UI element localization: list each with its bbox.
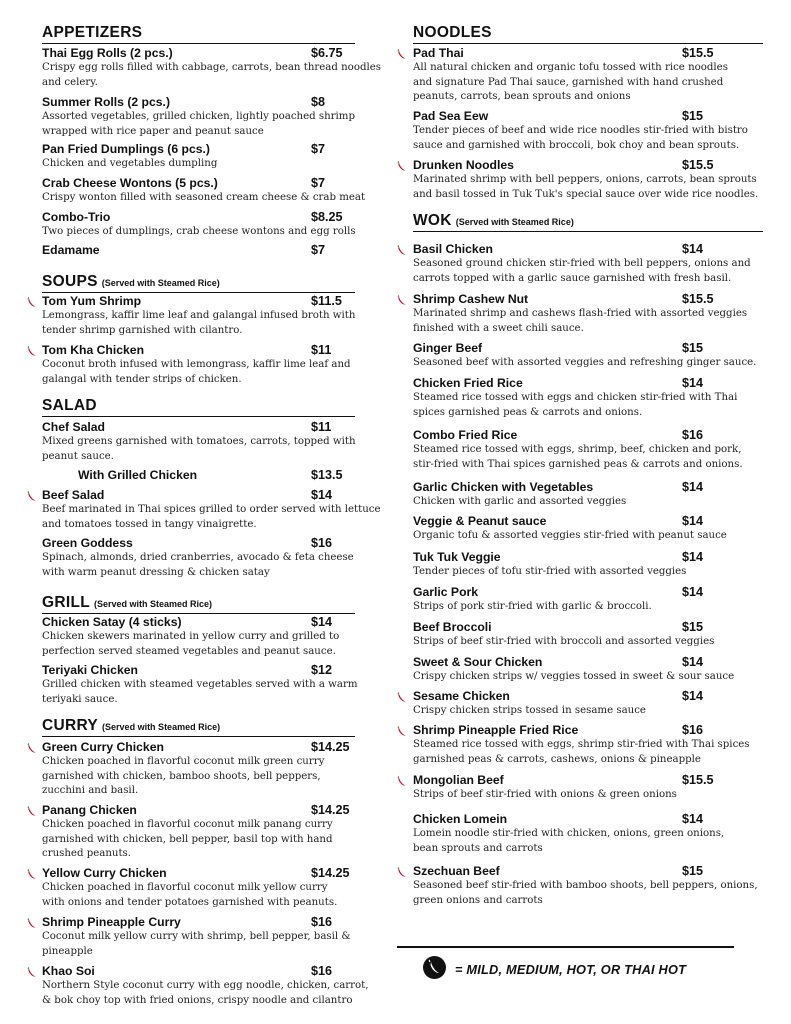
- description-line: Marinated shrimp and cashews flash-fried with assorted veggies: [413, 308, 748, 319]
- menu-item-description: [42, 881, 337, 910]
- description-line: pineapple: [42, 945, 93, 957]
- menu-item-price: $14: [682, 689, 704, 703]
- section-header: [42, 717, 355, 737]
- menu-item-price: $14: [311, 615, 333, 629]
- description-line: carrots topped with a garlic sauce garnished with fresh basil.: [413, 272, 732, 284]
- menu-item-name: Szechuan Beef: [413, 864, 500, 878]
- section-title-text: SALAD: [42, 397, 97, 414]
- description-line: Chicken and vegetables dumpling: [42, 158, 218, 169]
- menu-item-price: $16: [311, 915, 333, 929]
- menu-item-price: $14: [682, 655, 704, 669]
- menu-item-price: $15.5: [682, 292, 714, 306]
- menu-item-name: Khao Soi: [42, 964, 95, 978]
- description-line: green onions and carrots: [413, 894, 543, 906]
- description-line: Chicken poached in flavorful coconut milk yellow curry: [42, 882, 328, 893]
- menu-item-description: [42, 191, 365, 206]
- description-line: Chicken poached in flavorful coconut milk panang curry: [42, 819, 333, 830]
- menu-item-name: Panang Chicken: [42, 803, 137, 817]
- menu-item-price: $14: [682, 242, 704, 256]
- menu-item-name: Shrimp Pineapple Curry: [42, 915, 181, 929]
- section-header: [413, 24, 763, 44]
- description-line: & bok choy top with fried onions, crispy noodle and cilantro: [42, 994, 353, 1006]
- chili-pepper-icon: [27, 489, 37, 500]
- menu-item-name: Tuk Tuk Veggie: [413, 550, 501, 564]
- menu-item-name: Pan Fried Dumplings (6 pcs.): [42, 142, 210, 156]
- description-line: Steamed rice tossed with eggs and chicken stir-fried with Thai: [413, 392, 738, 403]
- chili-pepper-icon: [397, 724, 407, 735]
- menu-item-description: [413, 257, 751, 286]
- chili-pepper-icon: [27, 867, 37, 878]
- chili-pepper-icon: [27, 295, 37, 306]
- chili-pepper-icon: [423, 956, 446, 979]
- menu-item-price: $14: [682, 812, 704, 826]
- menu-item-name: Crab Cheese Wontons (5 pcs.): [42, 176, 218, 190]
- description-line: sauce and garnished with broccoli, bok choy and bean sprouts.: [413, 139, 740, 151]
- menu-item-name: Summer Rolls (2 pcs.): [42, 95, 171, 109]
- description-line: Marinated shrimp with bell peppers, onions, carrots, bean sprouts: [413, 174, 757, 185]
- description-line: and tomatoes tossed in tangy vinaigrette.: [42, 518, 257, 530]
- description-line: Strips of beef stir-fried with onions & green onions: [413, 789, 677, 800]
- menu-item-price: $8.25: [311, 210, 343, 224]
- menu-item-name: Chicken Satay (4 sticks): [42, 615, 182, 629]
- menu-item-name: Beef Salad: [42, 488, 105, 502]
- chili-pepper-icon: [27, 965, 37, 976]
- menu-item-name: Tom Kha Chicken: [42, 343, 145, 357]
- description-line: peanut sauce.: [42, 450, 114, 462]
- menu-item-description: [42, 358, 351, 387]
- description-line: peanuts, carrots, bean sprouts and onions: [413, 91, 631, 103]
- menu-item-description: [42, 551, 354, 580]
- menu-item-name: Garlic Chicken with Vegetables: [413, 480, 594, 494]
- menu-item-description: [413, 704, 646, 719]
- menu-item-price: $13.5: [311, 468, 343, 482]
- menu-item-price: $14: [682, 514, 704, 528]
- menu-item-price: $14: [682, 550, 704, 564]
- menu-item-price: $7: [311, 243, 326, 257]
- menu-item-price: $14.25: [311, 803, 350, 817]
- description-line: Grilled chicken with steamed vegetables served with a warm: [42, 679, 358, 690]
- chili-pepper-icon: [27, 916, 37, 927]
- description-line: Chicken poached in flavorful coconut milk green curry: [42, 756, 325, 767]
- description-line: Mixed greens garnished with tomatoes, carrots, topped with: [42, 436, 356, 447]
- description-line: Strips of beef stir-fried with broccoli and assorted veggies: [413, 636, 715, 647]
- chili-pepper-icon: [397, 159, 407, 170]
- chili-pepper-icon: [27, 741, 37, 752]
- menu-item-description: [413, 529, 727, 544]
- section-title: [42, 594, 212, 612]
- menu-item-description: [42, 755, 324, 799]
- section-title: [42, 717, 220, 735]
- menu-item-description: [42, 225, 356, 240]
- menu-item-price: $16: [682, 428, 704, 442]
- menu-item-description: [413, 788, 677, 803]
- menu-item-name: Sweet & Sour Chicken: [413, 655, 543, 669]
- menu-item-name: Shrimp Cashew Nut: [413, 292, 529, 306]
- menu-item-price: $6.75: [311, 46, 343, 60]
- description-line: Coconut broth infused with lemongrass, kaffir lime leaf and: [42, 359, 351, 370]
- section-header: [42, 397, 355, 417]
- menu-item-name: Chicken Fried Rice: [413, 376, 523, 390]
- description-line: garnished with chicken, bell pepper, basil top with hand: [42, 833, 333, 845]
- description-line: tender shrimp garnished with cilantro.: [42, 324, 243, 336]
- menu-item-description: [42, 818, 333, 862]
- menu-item-name: Tom Yum Shrimp: [42, 294, 142, 308]
- menu-item-name: Mongolian Beef: [413, 773, 504, 787]
- section-header: [413, 212, 763, 232]
- menu-item-price: $14: [311, 488, 333, 502]
- description-line: crushed peanuts.: [42, 848, 132, 860]
- chili-pepper-icon: [397, 47, 407, 58]
- menu-item-price: $15: [682, 341, 704, 355]
- menu-item-name: Pad Sea Eew: [413, 109, 489, 123]
- description-line: Chicken with garlic and assorted veggies: [413, 496, 627, 507]
- menu-item-name: Thai Egg Rolls (2 pcs.): [42, 46, 173, 60]
- description-line: stir-fried with Thai spices garnished peas & carrots and onions.: [413, 458, 743, 470]
- description-line: galangal with tender strips of chicken.: [42, 373, 242, 385]
- menu-item-description: [42, 157, 217, 172]
- menu-item-description: [42, 630, 339, 659]
- description-line: and celery.: [42, 76, 98, 88]
- menu-item-name: Combo Fried Rice: [413, 428, 518, 442]
- description-line: Crispy wonton filled with seasoned cream cheese & crab meat: [42, 192, 366, 203]
- menu-item-price: $11: [311, 343, 332, 357]
- menu-item-name: Basil Chicken: [413, 242, 493, 256]
- menu-item-name: Chef Salad: [42, 420, 105, 434]
- menu-item-name: Green Goddess: [42, 536, 133, 550]
- section-rule: [42, 736, 355, 737]
- section-title-text: CURRY: [42, 717, 99, 734]
- description-line: Two pieces of dumplings, crab cheese wontons and egg rolls: [42, 226, 356, 237]
- description-line: Steamed rice tossed with eggs, shrimp stir-fried with Thai spices: [413, 739, 750, 750]
- description-line: bean sprouts and carrots: [413, 842, 543, 854]
- description-line: Steamed rice tossed with eggs, shrimp, beef, chicken and pork,: [413, 444, 742, 455]
- description-line: All natural chicken and organic tofu tossed with rice noodles: [413, 62, 728, 73]
- description-line: Seasoned beef stir-fried with bamboo shoots, bell peppers, onions,: [413, 880, 758, 891]
- section-title: [413, 212, 574, 230]
- description-line: perfection served steamed vegetables and peanut sauce.: [42, 645, 336, 657]
- menu-item-name: Veggie & Peanut sauce: [413, 514, 547, 528]
- section-rule: [42, 292, 355, 293]
- description-line: Crispy chicken strips w/ veggies tossed in sweet & sour sauce: [413, 671, 735, 682]
- section-header: [42, 594, 355, 614]
- menu-item-price: $16: [311, 964, 333, 978]
- menu-item-description: [413, 879, 758, 908]
- description-line: Northern Style coconut curry with egg noodle, chicken, carrot,: [42, 980, 369, 991]
- section-title-text: SOUPS: [42, 273, 98, 290]
- description-line: Crispy egg rolls filled with cabbage, carrots, bean thread noodles: [42, 62, 381, 73]
- description-line: teriyaki sauce.: [42, 693, 118, 705]
- description-line: with warm peanut dressing & chicken satay: [42, 566, 270, 578]
- chili-pepper-icon: [27, 344, 37, 355]
- description-line: garnished with chicken, bamboo shoots, bell peppers,: [42, 770, 321, 782]
- menu-item-name: Shrimp Pineapple Fried Rice: [413, 723, 579, 737]
- description-line: spices garnished peas & carrots and onions.: [413, 406, 643, 418]
- section-subtitle: (Served with Steamed Rice): [94, 599, 213, 609]
- menu-item-name: Edamame: [42, 243, 100, 257]
- description-line: and basil tossed in Tuk Tuk's special sauce over wide rice noodles.: [413, 188, 759, 200]
- description-line: and signature Pad Thai sauce, garnished with hand crushed: [413, 76, 724, 88]
- section-subtitle: (Served with Steamed Rice): [455, 217, 574, 227]
- section-title-text: GRILL: [42, 594, 90, 611]
- menu-item-description: [413, 827, 724, 856]
- menu-item-description: [413, 173, 758, 202]
- menu-item-name: Chicken Lomein: [413, 812, 508, 826]
- menu-item-price: $7: [311, 142, 326, 156]
- description-line: Lemongrass, kaffir lime leaf and galangal infused broth with: [42, 310, 356, 321]
- chili-pepper-icon: [397, 690, 407, 701]
- menu-item-description: [42, 503, 381, 532]
- menu-item-name: Ginger Beef: [413, 341, 483, 355]
- menu-item-name: Yellow Curry Chicken: [42, 866, 167, 880]
- menu-item-name: Beef Broccoli: [413, 620, 492, 634]
- menu-item-name: Sesame Chicken: [413, 689, 510, 703]
- menu-item-name: With Grilled Chicken: [78, 468, 198, 482]
- description-line: Spinach, almonds, dried cranberries, avocado & feta cheese: [42, 552, 354, 563]
- menu-item-description: [413, 307, 747, 336]
- section-title-text: APPETIZERS: [42, 24, 143, 41]
- menu-item-price: $15.5: [682, 773, 714, 787]
- menu-item-price: $11: [311, 420, 332, 434]
- chili-pepper-icon: [397, 774, 407, 785]
- menu-item-price: $14: [682, 480, 704, 494]
- section-title: [42, 273, 220, 291]
- menu-item-description: [413, 495, 626, 510]
- menu-item-description: [42, 435, 356, 464]
- menu-item-description: [413, 670, 734, 685]
- section-title: [42, 397, 97, 415]
- menu-item-price: $16: [682, 723, 704, 737]
- description-line: Chicken skewers marinated in yellow curry and grilled to: [42, 631, 340, 642]
- menu-item-name: Drunken Noodles: [413, 158, 514, 172]
- description-line: Organic tofu & assorted veggies stir-fried with peanut sauce: [413, 530, 727, 541]
- description-line: Seasoned ground chicken stir-fried with bell peppers, onions and: [413, 258, 751, 269]
- description-line: Strips of pork stir-fried with garlic & broccoli.: [413, 601, 652, 612]
- section-rule: [42, 613, 355, 614]
- menu-item-description: [413, 635, 714, 650]
- description-line: wrapped with rice paper and peanut sauce: [42, 125, 264, 137]
- footer-divider: [397, 946, 734, 948]
- menu-item-price: $14.25: [311, 866, 350, 880]
- section-subtitle: (Served with Steamed Rice): [101, 278, 220, 288]
- menu-item-price: $15.5: [682, 46, 714, 60]
- menu-item-description: [413, 600, 652, 615]
- menu-item-price: $15: [682, 864, 704, 878]
- menu-item-price: $8: [311, 95, 326, 109]
- menu-item-description: [413, 565, 686, 580]
- menu-item-price: $16: [311, 536, 333, 550]
- menu-item-price: $7: [311, 176, 326, 190]
- description-line: Crispy chicken strips tossed in sesame sauce: [413, 705, 646, 716]
- section-subtitle: (Served with Steamed Rice): [102, 722, 221, 732]
- section-header: [42, 24, 355, 44]
- menu-item-price: $15.5: [682, 158, 714, 172]
- section-header: [42, 273, 355, 293]
- description-line: Tender pieces of tofu stir-fried with assorted veggies: [413, 566, 687, 577]
- section-title-text: NOODLES: [413, 24, 492, 41]
- description-line: Coconut milk yellow curry with shrimp, bell pepper, basil &: [42, 931, 351, 942]
- chili-pepper-icon: [397, 293, 407, 304]
- description-line: Seasoned beef with assorted veggies and refreshing ginger sauce.: [413, 357, 757, 368]
- menu-item-name: Pad Thai: [413, 46, 464, 60]
- menu-item-price: $15: [682, 620, 704, 634]
- menu-item-price: $15: [682, 109, 704, 123]
- section-rule: [42, 416, 355, 417]
- chili-pepper-icon: [27, 804, 37, 815]
- spice-legend-text: = MILD, MEDIUM, HOT, OR THAI HOT: [455, 962, 687, 977]
- description-line: zucchini and basil.: [42, 785, 139, 797]
- menu-item-description: [413, 356, 756, 371]
- menu-item-description: [413, 391, 737, 420]
- menu-item-price: $14: [682, 585, 704, 599]
- section-title: [42, 24, 142, 42]
- chili-pepper-icon: [397, 865, 407, 876]
- description-line: Beef marinated in Thai spices grilled to order served with lettuce: [42, 504, 381, 515]
- description-line: finished with a sweet chili sauce.: [413, 322, 584, 334]
- section-rule: [413, 231, 763, 232]
- chili-pepper-icon: [397, 243, 407, 254]
- description-line: with onions and tender potatoes garnished with peanuts.: [42, 896, 338, 908]
- menu-item-price: $11.5: [311, 294, 342, 308]
- menu-item-price: $14: [682, 376, 704, 390]
- description-line: garnished peas & carrots, cashews, onions & pineapple: [413, 753, 701, 765]
- description-line: Tender pieces of beef and wide rice noodles stir-fried with bistro: [413, 125, 748, 136]
- menu-item-description: [42, 309, 355, 338]
- menu-item-description: [413, 443, 743, 472]
- menu-item-name: Combo-Trio: [42, 210, 111, 224]
- menu-item-name: Teriyaki Chicken: [42, 663, 138, 677]
- section-title: [413, 24, 492, 42]
- description-line: Lomein noodle stir-fried with chicken, onions, green onions,: [413, 828, 725, 839]
- menu-item-description: [42, 930, 350, 959]
- menu-item-price: $14.25: [311, 740, 350, 754]
- menu-item-name: Green Curry Chicken: [42, 740, 164, 754]
- section-title-text: WOK: [413, 212, 452, 229]
- section-rule: [42, 43, 355, 44]
- description-line: Assorted vegetables, grilled chicken, lightly poached shrimp: [42, 111, 355, 122]
- section-rule: [413, 43, 763, 44]
- menu-item-description: [42, 61, 381, 90]
- menu-item-description: [42, 678, 358, 707]
- menu-item-name: Garlic Pork: [413, 585, 479, 599]
- menu-item-description: [413, 61, 728, 105]
- menu-item-description: [42, 110, 355, 139]
- menu-item-description: [413, 738, 750, 767]
- menu-item-description: [413, 124, 748, 153]
- menu-item-description: [42, 979, 369, 1008]
- menu-item-price: $12: [311, 663, 333, 677]
